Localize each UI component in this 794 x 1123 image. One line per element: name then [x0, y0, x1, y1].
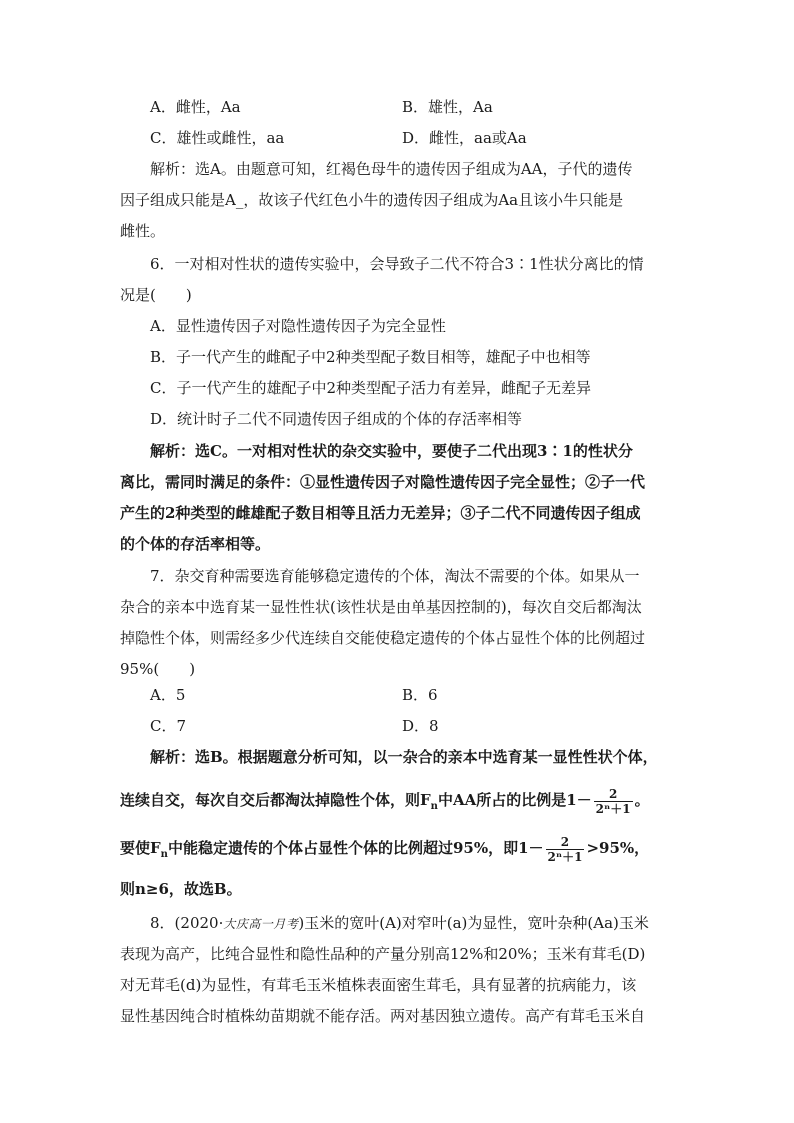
fraction-denominator: 2ⁿ＋1: [547, 849, 583, 864]
q7-stem-line-3: 掉隐性个体，则需经多少代连续自交能使稳定遗传的个体占显性个体的比例超过: [120, 629, 646, 647]
q7-option-b: B．6: [402, 686, 438, 704]
q7-stem-line-4: 95%( ): [120, 660, 196, 678]
q5-answer-line-1: 解析：选A。由题意可知，红褐色母牛的遗传因子组成为AA，子代的遗传: [150, 160, 633, 178]
q6-answer-line-4: 的个体的存活率相等。: [120, 535, 271, 553]
q7-answer-line-3-subscript: n: [160, 849, 168, 860]
fraction: [546, 835, 585, 864]
q7-option-a: A．5: [150, 686, 186, 704]
q7-option-d: D．8: [402, 717, 439, 735]
fraction-numerator: 2: [594, 787, 633, 802]
q7-answer-line-3: [120, 830, 680, 866]
q8-stem-line-2: 表现为高产，比纯合显性和隐性品种的产量分别高12%和20%；玉米有茸毛(D): [120, 945, 646, 963]
q5-option-b: B．雄性，Aa: [402, 98, 493, 116]
q6-stem-line-1: 6．一对相对性状的遗传实验中，会导致子二代不符合3∶1性状分离比的情: [150, 255, 644, 273]
q7-answer-line-1: 解析：选B。根据题意分析可知，以一杂合的亲本中选育某一显性性状个体，: [150, 748, 658, 766]
q8-stem-line-1-rest: )玉米的宽叶(A)对窄叶(a)为显性，宽叶杂种(Aa)玉米: [298, 914, 649, 932]
q5-answer-line-3: 雌性。: [120, 222, 166, 240]
q6-option-c: C．子一代产生的雄配子中2种类型配子活力有差异，雌配子无差异: [150, 379, 592, 397]
q7-answer-line-2-text-c: 。: [634, 791, 650, 809]
q6-option-b: B．子一代产生的雌配子中2种类型配子数目相等，雄配子中也相等: [150, 348, 591, 366]
q5-options-row-2: [120, 123, 680, 153]
q7-answer-line-3-text-b: 中能稳定遗传的个体占显性个体的比例超过95%，即1－: [167, 839, 544, 857]
q5-answer-line-2: 因子组成只能是A_，故该子代红色小牛的遗传因子组成为Aa且该小牛只能是: [120, 191, 624, 209]
q6-answer-line-1: 解析：选C。一对相对性状的杂交实验中，要使子二代出现3∶1的性状分: [150, 442, 633, 460]
q7-answer-line-2: [120, 782, 680, 818]
q8-source: 大庆高一月考: [223, 917, 299, 931]
q7-answer-line-2-text-b: 中AA所占的比例是1－: [437, 791, 592, 809]
q6-answer-line-2: 离比，需同时满足的条件：①显性遗传因子对隐性遗传因子完全显性；②子一代: [120, 473, 646, 491]
q5-option-d: D．雌性，aa或Aa: [402, 129, 527, 147]
fraction-numerator: 2: [546, 835, 585, 850]
q5-options-row-1: [120, 92, 680, 122]
q7-answer-line-2-subscript: n: [430, 801, 438, 812]
q8-stem-line-3: 对无茸毛(d)为显性，有茸毛玉米植株表面密生茸毛，具有显著的抗病能力，该: [120, 976, 637, 994]
q7-options-row-2: [120, 711, 680, 741]
q8-stem-line-1: [150, 908, 680, 938]
fraction-denominator: 2ⁿ＋1: [595, 801, 631, 816]
q8-stem-line-4: 显性基因纯合时植株幼苗期就不能存活。两对基因独立遗传。高产有茸毛玉米自: [120, 1007, 646, 1025]
q7-answer-line-3-text-c: >95%，: [586, 839, 650, 857]
q6-option-d: D．统计时子二代不同遗传因子组成的个体的存活率相等: [150, 410, 523, 428]
q7-option-c: C．7: [150, 717, 187, 735]
q7-answer-line-4: 则n≥6，故选B。: [120, 880, 242, 898]
q5-option-a: A．雌性，Aa: [150, 98, 241, 116]
q7-answer-line-3-text-a: 要使F: [120, 839, 161, 857]
q7-options-row-1: [120, 680, 680, 710]
fraction: [594, 787, 633, 816]
q7-stem-line-1: 7．杂交育种需要选育能够稳定遗传的个体，淘汰不需要的个体。如果从一: [150, 567, 640, 585]
q6-answer-line-3: 产生的2种类型的雌雄配子数目相等且活力无差异；③子二代不同遗传因子组成: [120, 504, 641, 522]
q8-prefix: 8．(2020·: [150, 914, 224, 932]
q6-stem-line-2: 况是( ): [120, 286, 192, 304]
q6-option-a: A．显性遗传因子对隐性遗传因子为完全显性: [150, 317, 446, 335]
q7-answer-line-2-text-a: 连续自交，每次自交后都淘汰掉隐性个体，则F: [120, 791, 431, 809]
q7-stem-line-2: 杂合的亲本中选育某一显性性状(该性状是由单基因控制的)，每次自交后都淘汰: [120, 598, 642, 616]
q5-option-c: C．雄性或雌性，aa: [150, 129, 285, 147]
